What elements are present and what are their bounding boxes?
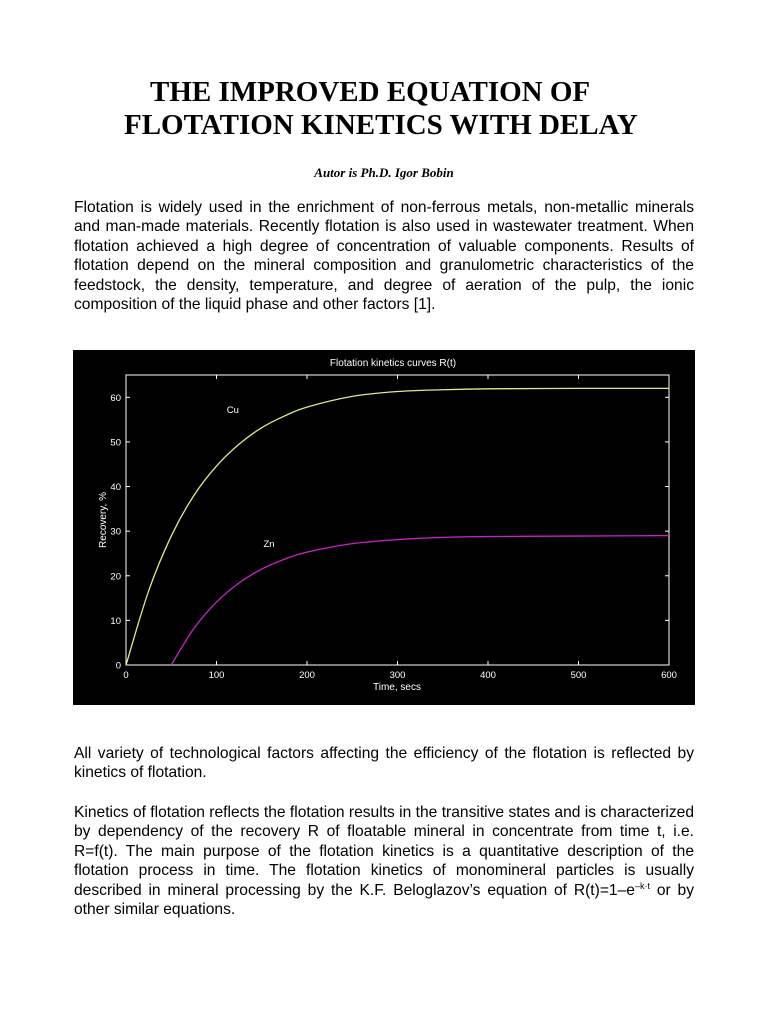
series-line-cu <box>126 388 669 665</box>
plot-frame <box>126 375 669 665</box>
x-axis-label: Time, secs <box>373 682 421 693</box>
y-tick-label: 40 <box>110 482 121 494</box>
title-line-1: THE IMPROVED EQUATION OF <box>150 76 591 108</box>
series-lines <box>126 388 669 665</box>
kinetics-figure <box>73 350 695 705</box>
x-tick-label: 300 <box>389 670 406 681</box>
paper-title <box>0 76 768 142</box>
x-tick-label: 0 <box>123 670 129 681</box>
paragraph-factors: All variety of technological factors affecting the efficiency of the flotation is reflected by kinetics of flotation. <box>74 745 694 782</box>
y-tick-label: 30 <box>110 526 121 538</box>
y-tick-label: 20 <box>110 571 121 583</box>
x-tick-label: 600 <box>661 670 677 681</box>
x-tick-label: 200 <box>299 670 315 681</box>
y-tick-label: 50 <box>110 437 121 449</box>
paragraph-kinetics <box>74 803 694 919</box>
series-line-zn <box>171 536 669 665</box>
x-tick-label: 500 <box>570 670 587 681</box>
paragraph-intro: Flotation is widely used in the enrichment of non-ferrous metals, non-metallic minerals and man-made materials. Recently flotation is also used in wastewater treatment. When flotation achieved a high degree of concentration of valuable components. Results of flotation depend on the mineral composition and granulometric characteristics of the feedstock, the density, temperature, and degree of aeration of the pulp, the ionic composition of the liquid phase and other factors [1]. <box>74 199 694 314</box>
paragraph-kinetics-tail: or by other similar equations. <box>74 881 694 919</box>
author-line: Autor is Ph.D. Igor Bobin <box>314 165 454 180</box>
paragraph-kinetics-text: Kinetics of flotation reflects the flotation results in the transitive states and is characterized by dependency of the recovery R of floatable mineral in concentrate from time t, i.e. R=f(t). The main purpose of the flotation kinetics is a quantitative description of the flotation process in time. The flotation kinetics of monomineral particles is usually described in mineral processing by the K.F. Beloglazov’s equation of R(t)=1–e <box>74 804 694 899</box>
kinetics-chart <box>73 350 695 705</box>
chart-title: Flotation kinetics curves R(t) <box>329 358 457 369</box>
y-tick-label: 10 <box>110 615 121 627</box>
x-tick-label: 100 <box>208 670 225 681</box>
axis-ticks <box>110 375 677 681</box>
series-label-cu: Cu <box>226 404 239 416</box>
series-label-zn: Zn <box>263 538 275 550</box>
title-line-2: FLOTATION KINETICS WITH DELAY <box>124 109 638 141</box>
y-tick-label: 0 <box>115 660 121 672</box>
x-tick-label: 400 <box>480 670 496 681</box>
y-axis-label: Recovery, % <box>98 492 109 548</box>
y-tick-label: 60 <box>110 392 121 404</box>
equation-exponent: –k·t <box>634 880 650 891</box>
